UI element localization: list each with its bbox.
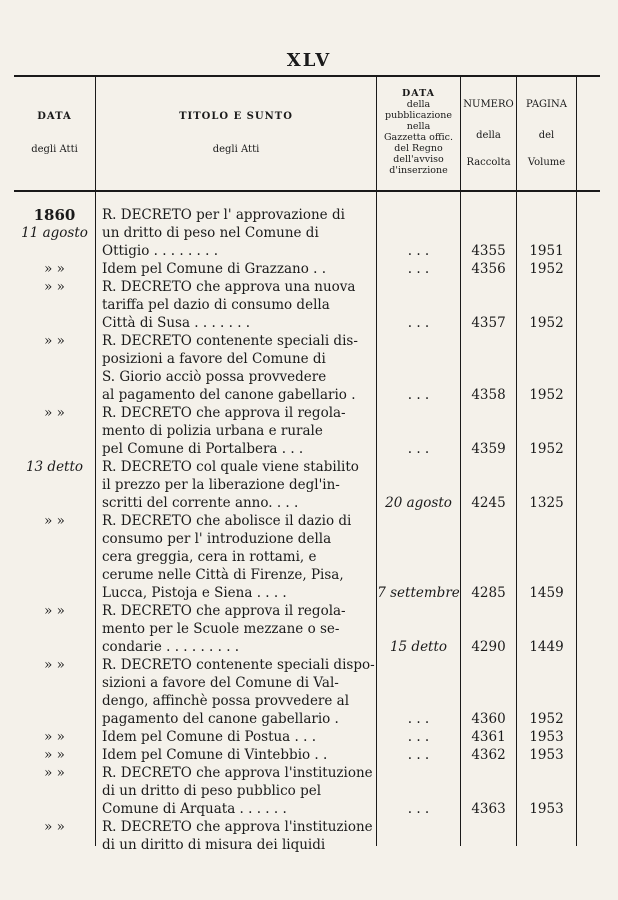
entry-publication: . . .	[407, 729, 430, 745]
entry-title-line: R. DECRETO che approva il regola-	[102, 405, 346, 421]
entry-date-line: » »	[44, 819, 65, 835]
entry-title-line: cerume nelle Città di Firenze, Pisa,	[102, 567, 344, 583]
header-data-line: degli Atti	[31, 144, 78, 155]
table-row	[14, 602, 600, 656]
entry-number: 4363	[471, 801, 506, 817]
entry-title-line: al pagamento del canone gabellario .	[102, 387, 356, 403]
entry-date-line: » »	[44, 747, 65, 763]
entry-title-line: R. DECRETO che approva una nuova	[102, 279, 356, 295]
entry-page: 1953	[529, 801, 564, 817]
table-row	[14, 818, 600, 854]
entry-title-line: mento per le Scuole mezzane o se-	[102, 621, 340, 637]
entry-date-line: » »	[44, 513, 65, 529]
header-pagina-line: del	[538, 130, 555, 141]
entry-title	[102, 332, 382, 404]
entry-title-line: il prezzo per la liberazione degl'in-	[102, 477, 340, 493]
entry-date	[14, 602, 95, 620]
table-row	[14, 728, 600, 746]
entry-title	[102, 602, 382, 656]
entry-title	[102, 656, 382, 728]
entry-number: 4358	[471, 387, 506, 403]
entry-page: 1952	[529, 441, 564, 457]
entry-page: 1952	[529, 261, 564, 277]
header-titolo-line: degli Atti	[212, 144, 260, 155]
entry-title-line: sizioni a favore del Comune di Val-	[102, 675, 339, 691]
entry-title	[102, 746, 382, 764]
entry-title-line: S. Giorio acciò possa provvedere	[102, 369, 327, 385]
entry-title-line: Città di Susa . . . . . . .	[102, 315, 251, 331]
entry-title-line: R. DECRETO per l' approvazione di	[102, 207, 345, 223]
entry-number: 4245	[471, 495, 506, 511]
entry-date-line: » »	[44, 657, 65, 673]
entry-date	[14, 332, 95, 350]
entry-title-line: dengo, affinchè possa provvedere al	[102, 693, 350, 709]
entry-date-line: 1860	[33, 206, 76, 224]
entry-page: 1953	[529, 747, 564, 763]
entry-date	[14, 818, 95, 836]
entry-date-line: » »	[44, 333, 65, 349]
entry-page: 1952	[529, 387, 564, 403]
entry-number: 4355	[471, 243, 506, 259]
entry-title-line: un dritto di peso nel Comune di	[102, 225, 319, 241]
entry-title-line: R. DECRETO che abolisce il dazio di	[102, 513, 352, 529]
entry-date	[14, 278, 95, 296]
entry-title-line: pagamento del canone gabellario .	[102, 711, 339, 727]
entry-title-line: consumo per l' introduzione della	[102, 531, 332, 547]
table-row	[14, 404, 600, 458]
entry-publication: 15 detto	[389, 639, 448, 655]
table-row	[14, 260, 600, 278]
entry-page: 1952	[529, 711, 564, 727]
entry-date	[14, 458, 95, 476]
entry-date-line: » »	[44, 729, 65, 745]
entry-title-line: Comune di Arquata . . . . . .	[102, 801, 287, 817]
table-row	[14, 746, 600, 764]
entry-publication: . . .	[407, 261, 430, 277]
entry-publication: 20 agosto	[385, 495, 452, 511]
entry-title-line: Idem pel Comune di Grazzano . .	[102, 261, 327, 277]
entry-page: 1953	[529, 729, 564, 745]
entry-title-line: condarie . . . . . . . . .	[102, 639, 240, 655]
entry-title	[102, 818, 382, 854]
entry-date	[14, 728, 95, 746]
header-bottom-rule	[14, 190, 600, 192]
table-row	[14, 206, 600, 260]
entry-date-line: » »	[44, 279, 65, 295]
entry-title-line: R. DECRETO che approva il regola-	[102, 603, 346, 619]
entry-number: 4357	[471, 315, 506, 331]
header-pub-line: d'inserzione	[389, 165, 448, 176]
header-numero-line: della	[476, 130, 501, 141]
entry-title	[102, 206, 382, 260]
header-top-rule	[14, 75, 600, 77]
entry-title	[102, 260, 382, 278]
entry-page: 1951	[529, 243, 564, 259]
entry-number: 4361	[471, 729, 506, 745]
entry-date	[14, 656, 95, 674]
entry-title	[102, 404, 382, 458]
entry-number: 4285	[471, 585, 506, 601]
entry-publication: . . .	[407, 441, 430, 457]
header-data	[14, 110, 95, 156]
entry-date	[14, 512, 95, 530]
entry-date-line: » »	[44, 261, 65, 277]
entry-date-line: » »	[44, 405, 65, 421]
entry-number: 4356	[471, 261, 506, 277]
header-pub-line: pubblicazione	[385, 110, 452, 121]
entry-number: 4360	[471, 711, 506, 727]
entry-date-line: 11 agosto	[21, 225, 88, 241]
entry-title	[102, 512, 382, 602]
entry-publication: . . .	[407, 243, 430, 259]
entry-title-line: cera greggia, cera in rottami, e	[102, 549, 317, 565]
header-pub-line: dell'avviso	[393, 154, 444, 165]
table-row	[14, 458, 600, 512]
entry-title-line: R. DECRETO che approva l'instituzione	[102, 819, 373, 835]
page-number: XLV	[286, 50, 332, 71]
header-pub-line: Gazzetta offic.	[383, 132, 454, 143]
entry-date-line: » »	[44, 765, 65, 781]
entry-publication: . . .	[407, 387, 430, 403]
entry-title	[102, 728, 382, 746]
table-row	[14, 512, 600, 602]
entry-title-line: tariffa pel dazio di consumo della	[102, 297, 330, 313]
header-pagina	[517, 98, 576, 169]
entry-title-line: di un diritto di misura dei liquidi	[102, 837, 326, 853]
header-pagina-line: Volume	[527, 157, 566, 168]
entry-title-line: pel Comune di Portalbera . . .	[102, 441, 304, 457]
entry-title	[102, 278, 382, 332]
entry-title-line: di un dritto di peso pubblico pel	[102, 783, 322, 799]
entry-title	[102, 458, 382, 512]
entry-page: 1952	[529, 315, 564, 331]
entry-title-line: R. DECRETO col quale viene stabilito	[102, 459, 359, 475]
entry-publication: . . .	[407, 711, 430, 727]
entry-title-line: scritti del corrente anno. . . .	[102, 495, 299, 511]
entry-page: 1459	[529, 585, 564, 601]
header-numero	[461, 98, 516, 169]
entry-title	[102, 764, 382, 818]
entry-number: 4290	[471, 639, 506, 655]
entry-page: 1449	[529, 639, 564, 655]
entry-title-line: Ottigio . . . . . . . .	[102, 243, 218, 259]
entry-date-line: » »	[44, 603, 65, 619]
header-pub-line: nella	[406, 121, 431, 132]
entry-publication: 7 settembre	[377, 585, 460, 601]
entry-publication: . . .	[407, 801, 430, 817]
entry-title-line: R. DECRETO contenente speciali dis-	[102, 333, 358, 349]
table-row	[14, 764, 600, 818]
entry-title-line: R. DECRETO che approva l'instituzione	[102, 765, 373, 781]
header-titolo	[96, 110, 376, 156]
entries-table	[14, 206, 600, 854]
header-pub-line: della	[406, 99, 431, 110]
entry-title-line: Idem pel Comune di Vintebbio . .	[102, 747, 328, 763]
header-pub-line: del Regno	[394, 143, 443, 154]
entry-title-line: posizioni a favore del Comune di	[102, 351, 326, 367]
entry-date	[14, 746, 95, 764]
header-numero-line: NUMERO	[463, 99, 514, 110]
table-row	[14, 332, 600, 404]
entry-page: 1325	[529, 495, 564, 511]
entry-date	[14, 404, 95, 422]
entry-number: 4359	[471, 441, 506, 457]
entry-title-line: Idem pel Comune di Postua . . .	[102, 729, 316, 745]
header-pagina-line: PAGINA	[526, 99, 567, 110]
header-pub-line: DATA	[401, 88, 435, 99]
entry-title-line: R. DECRETO contenente speciali dispo-	[102, 657, 375, 673]
entry-publication: . . .	[407, 747, 430, 763]
entry-title-line: mento di polizia urbana e rurale	[102, 423, 323, 439]
entry-date	[14, 206, 95, 242]
entry-number: 4362	[471, 747, 506, 763]
header-pubblicazione	[377, 88, 460, 176]
entry-date	[14, 260, 95, 278]
entry-publication: . . .	[407, 315, 430, 331]
entry-date	[14, 764, 95, 782]
header-numero-line: Raccolta	[466, 157, 511, 168]
table-row	[14, 278, 600, 332]
entry-date-line: 13 detto	[25, 459, 84, 475]
header-data-line: DATA	[37, 111, 72, 122]
table-row	[14, 656, 600, 728]
entry-title-line: Lucca, Pistoja e Siena . . . .	[102, 585, 287, 601]
header-titolo-line: TITOLO E SUNTO	[179, 111, 293, 122]
